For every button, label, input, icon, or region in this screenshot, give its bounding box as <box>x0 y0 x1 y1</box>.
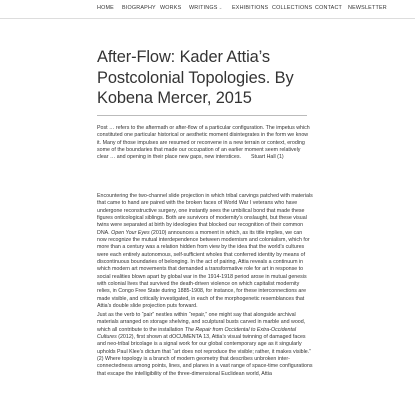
paragraph-1-text: Encountering the two-channel slide projection in which tribal carvings patched with materials that came to hand are paired with the broken faces of World War I veterans who have undergone reconstructive surgery, one instantly sees the umbilical bond that made these figures onticological siblings. Both are survivors of modernity’s onslaught, but these visual twins were separated at birth by ideologies that blocked our recognition of their common DNA. <box>97 193 313 236</box>
chevron-down-icon: ⌄ <box>218 5 223 10</box>
title-divider <box>97 115 307 116</box>
paragraph-2-continued: (2012), first shown at dOCUMENTA 13, Attia’s visual twinning of damaged faces and neo-tribal bricolage is a signal work for our global contemporary age as it singularly upholds Paul Klee’s dictum that “art does not reproduce the visible; rather, it makes visible.” (2) Where topology is a branch of modern geometry that describes unbroken inter-connectedness among points, lines, and planes in a vast range of space-time configurations that escape the intelligibility of the three-dimensional Euclidean world, Attia <box>97 334 313 377</box>
paragraph-1-continued: (2010) announces a moment in which, as its title implies, we can now recognize the mutual interdependence between modernism and colonialism, which for more than a century was a relation hidden from view by the idea that the world’s cultures were each entirely autonomous, self-sufficient wholes that conferred identity by means of discontinuous boundaries of belonging. In the act of pairing, Attia reveals a continuum in which modern art movements that demanded a transformative role for art in response to social realities blown apart by global war in the 1914-1918 period arose in mutual genesis with colonial lives that survived the death-driven violence on which capitalist modernity relies, in Congo Free State during 1885-1908, for instance, for these interconnections are made visible, and critically investigated, in each of the morphogenetic resemblances that Attia’s double slide projection puts forward. <box>97 229 310 310</box>
nav-works-link[interactable]: WORKS <box>160 5 182 11</box>
work-title-open-your-eyes: Open Your Eyes <box>111 229 150 236</box>
epigraph-attribution: Stuart Hall (1) <box>250 154 284 161</box>
nav-list <box>0 0 415 18</box>
article-paragraph-2 <box>97 312 313 378</box>
page-title: After-Flow: Kader Attia’s Postcolonial Topologies. By Kobena Mercer, 2015 <box>97 48 294 108</box>
paragraph-2-text: Just as the verb to “pair” nestles within “repair,” one might say that alongside archival materials arranged on storage shelving, and sculptural busts carved in marble and wood, which all contribute to the installation <box>97 312 306 333</box>
article-paragraph-1 <box>97 193 313 311</box>
nav-writings-label: WRITINGS <box>189 5 218 11</box>
epigraph <box>97 125 313 162</box>
nav-collections-link[interactable]: COLLECTIONS <box>272 5 313 11</box>
nav-contact-link[interactable]: CONTACT <box>315 5 343 11</box>
nav-writings-link[interactable] <box>189 5 223 11</box>
work-title-the-repair: The Repair from Occidental to Extra-Occidental Cultures <box>97 326 297 341</box>
nav-newsletter-link[interactable]: NEWSLETTER <box>348 5 387 11</box>
main-nav <box>0 0 415 19</box>
nav-exhibitions-link[interactable]: EXHIBITIONS <box>232 5 269 11</box>
nav-biography-link[interactable]: BIOGRAPHY <box>122 5 156 11</box>
nav-home-link[interactable]: HOME <box>97 5 114 11</box>
epigraph-text: Post … refers to the aftermath or after-flow of a particular configuration. The impetus which constituted one particular historical or aesthetic moment disintegrates in the form we know it. Many of those impulses are resumed or reconvene in a new terrain or context, eroding some of the boundaries that made our occupation of an earlier moment seem relatively clear … and opening in their place new gaps, new interstices. <box>97 125 310 161</box>
